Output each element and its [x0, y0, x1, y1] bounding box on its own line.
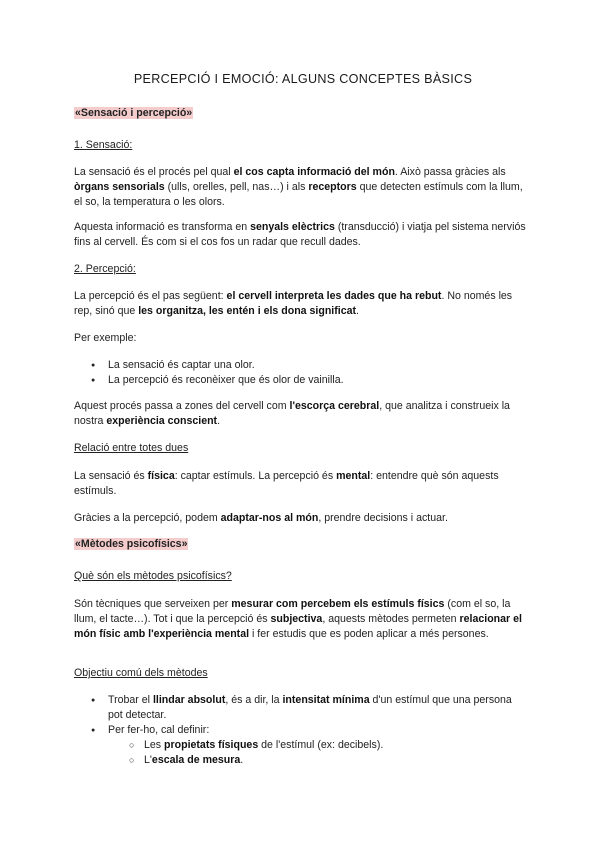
- paragraph-tecniques: Són tècniques que serveixen per mesurar com percebem els estímuls físics (com el so, la llum, el tacte…). Tot i que la percepció és subjectiva, aquests mètodes permeten relacionar el món físic amb l'experiència mental i fer estudis que es poden aplicar a més persones.: [74, 598, 522, 640]
- list-item: ● Trobar el llindar absolut, és a dir, la intensitat mínima d'un estímul que una persona pot detectar.: [108, 693, 528, 723]
- paragraph-percepcio: La percepció és el pas següent: el cervell interpreta les dades que ha rebut. No només les rep, sinó que les organitza, les entén i els dona significat.: [74, 290, 513, 317]
- paragraph-exemple: Per exemple:: [74, 332, 137, 344]
- page-title: PERCEPCIÓ I EMOCIÓ: ALGUNS CONCEPTES BÀSICS: [133, 72, 473, 86]
- subheading-que-son: Què són els mètodes psicofísics?: [74, 570, 232, 582]
- subheading-relacio: Relació entre totes dues: [74, 442, 189, 454]
- paragraph-sensacio: La sensació és el procés pel qual el cos capta informació del món. Això passa gràcies als òrgans sensorials (ulls, orelles, pell, nas…) i als receptors que detecten estímuls com la llum, el so, la temperatura o les olors.: [74, 166, 523, 208]
- paragraph-fisica-mental: La sensació és física: captar estímuls. La percepció és mental: entendre què són aquests estímuls.: [74, 470, 499, 497]
- list-item: ● La sensació és captar una olor.: [108, 358, 528, 373]
- paragraph-adaptar: Gràcies a la percepció, podem adaptar-nos al món, prendre decisions i actuar.: [74, 512, 448, 524]
- list-item: ● Per fer-ho, cal definir:: [108, 723, 528, 738]
- subheading-objectiu: Objectiu comú dels mètodes: [74, 667, 208, 679]
- paragraph-escorca: Aquest procés passa a zones del cervell com l'escorça cerebral, que analitza i construeix la nostra experiència conscient.: [74, 400, 510, 427]
- list-item: ● La percepció és reconèixer que és olor de vainilla.: [108, 373, 528, 388]
- subheading-sensacio: 1. Sensació:: [74, 139, 133, 151]
- section-heading-sensacio-percepcio: «Sensació i percepció»: [75, 107, 193, 119]
- sub-list-item: ○ L'escala de mesura.: [144, 753, 243, 768]
- sub-list-item: ○ Les propietats físiques de l'estímul (ex: decibels).: [144, 738, 383, 753]
- subheading-percepcio: 2. Percepció:: [74, 263, 136, 275]
- paragraph-transduccio: Aquesta informació es transforma en senyals elèctrics (transducció) i viatja pel sistema nerviós fins al cervell. És com si el cos fos un radar que recull dades.: [74, 221, 526, 248]
- section-heading-metodes: «Mètodes psicofísics»: [75, 538, 188, 550]
